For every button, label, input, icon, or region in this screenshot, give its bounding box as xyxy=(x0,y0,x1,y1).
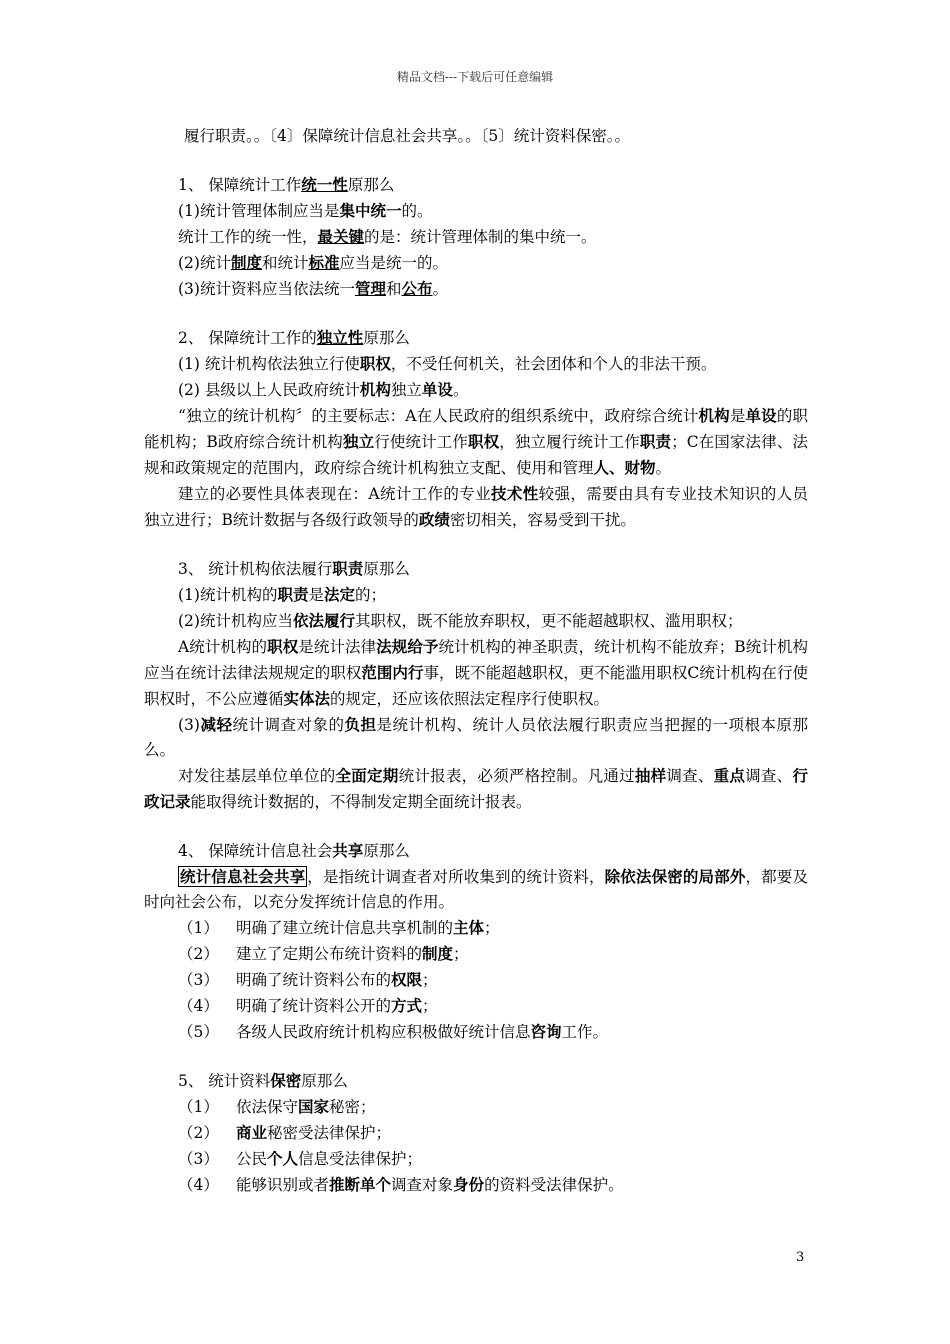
section-4-heading: 4、 保障统计信息社会共享原那么 xyxy=(178,841,410,860)
s4-item: （2） 建立了定期公布统计资料的制度； xyxy=(178,944,469,963)
s5-item: （4） 能够识别或者推断单个调查对象身份的资料受法律保护。 xyxy=(178,1175,624,1194)
s4-item: （3） 明确了统计资料公布的权限； xyxy=(178,970,438,989)
s5-item: （1） 依法保守国家秘密； xyxy=(178,1097,376,1116)
page-header: 精品文档---下载后可任意编辑 xyxy=(396,70,554,84)
s2-paragraph-1: “独立的统计机构〞的主要标志：A在人民政府的组织系统中，政府综合统计机构是单设的职能机构；B政府综合统计机构独立行使统计工作职权，独立履行统计工作职责；C在国家法律、法规和政策规定的范围内，政府综合统计机构独立支配、使用和管理人、财物。 xyxy=(144,406,808,477)
s5-item: （3） 公民个人信息受法律保护； xyxy=(178,1149,423,1168)
s4-item: （1） 明确了建立统计信息共享机制的主体； xyxy=(178,918,500,937)
s3-paragraph-3: 对发往基层单位单位的全面定期统计报表，必须严格控制。凡通过抽样调查、重点调查、行政记录能取得统计数据的，不得制发定期全面统计报表。 xyxy=(144,766,808,811)
s4-item: （4） 明确了统计资料公开的方式； xyxy=(178,996,438,1015)
section-2-heading: 2、 保障统计工作的独立性原那么 xyxy=(178,328,410,347)
s4-paragraph-1: 统计信息社会共享 ，是指统计调查者对所收集到的统计资料，除依法保密的局部外，都要及时向社会公布，以充分发挥统计信息的作用。 xyxy=(144,867,808,911)
intro-line: 履行职责。。〔4〕保障统计信息社会共享。。〔5〕统计资料保密。。 xyxy=(184,127,630,145)
s1-line-2: 统计工作的统一性，最关键的是：统计管理体制的集中统一。 xyxy=(178,227,597,246)
s1-line-4: (3)统计资料应当依法统一管理和公布。 xyxy=(178,279,449,298)
document-body xyxy=(144,124,808,1198)
section-3-heading: 3、 统计机构依法履行职责原那么 xyxy=(178,559,410,578)
s2-line-2: (2) 县级以上人民政府统计机构独立单设。 xyxy=(178,380,469,399)
s1-line-1: (1)统计管理体制应当是集中统一的。 xyxy=(178,201,433,220)
s2-paragraph-2: 建立的必要性具体表现在：A统计工作的专业技术性较强，需要由具有专业技术知识的人员独立进行；B统计数据与各级行政领导的政绩密切相关，容易受到干扰。 xyxy=(144,484,808,529)
boxed-term: 统计信息社会共享 xyxy=(180,867,306,886)
s5-item: （2） 商业秘密受法律保护； xyxy=(178,1123,392,1142)
s3-paragraph-2: (3)减轻统计调查对象的负担是统计机构、统计人员依法履行职责应当把握的一项根本原那么。 xyxy=(144,715,808,759)
section-1-heading: 1、 保障统计工作统一性原那么 xyxy=(178,175,395,194)
s3-line-1: (1)统计机构的职责是法定的； xyxy=(178,585,387,604)
s3-paragraph-1: A统计机构的职权是统计法律法规给予统计机构的神圣职责，统计机构不能放弃；B统计机构应当在统计法律法规规定的职权范围内行事，既不能超越职权，更不能滥用职权C统计机构在行使职权时，不公应遵循实体法的规定，还应该依照法定程序行使职权。 xyxy=(144,637,808,708)
page-number: 3 xyxy=(796,1250,805,1265)
s1-line-3: (2)统计制度和统计标准应当是统一的。 xyxy=(178,253,449,272)
section-5-heading: 5、 统计资料保密原那么 xyxy=(178,1071,348,1090)
s2-line-1: (1) 统计机构依法独立行使职权，不受任何机关，社会团体和个人的非法干预。 xyxy=(178,354,717,373)
s4-item: （5） 各级人民政府统计机构应积极做好统计信息咨询工作。 xyxy=(178,1022,609,1041)
s3-line-2: (2)统计机构应当依法履行其职权，既不能放弃职权，更不能超越职权、滥用职权； xyxy=(178,611,743,630)
